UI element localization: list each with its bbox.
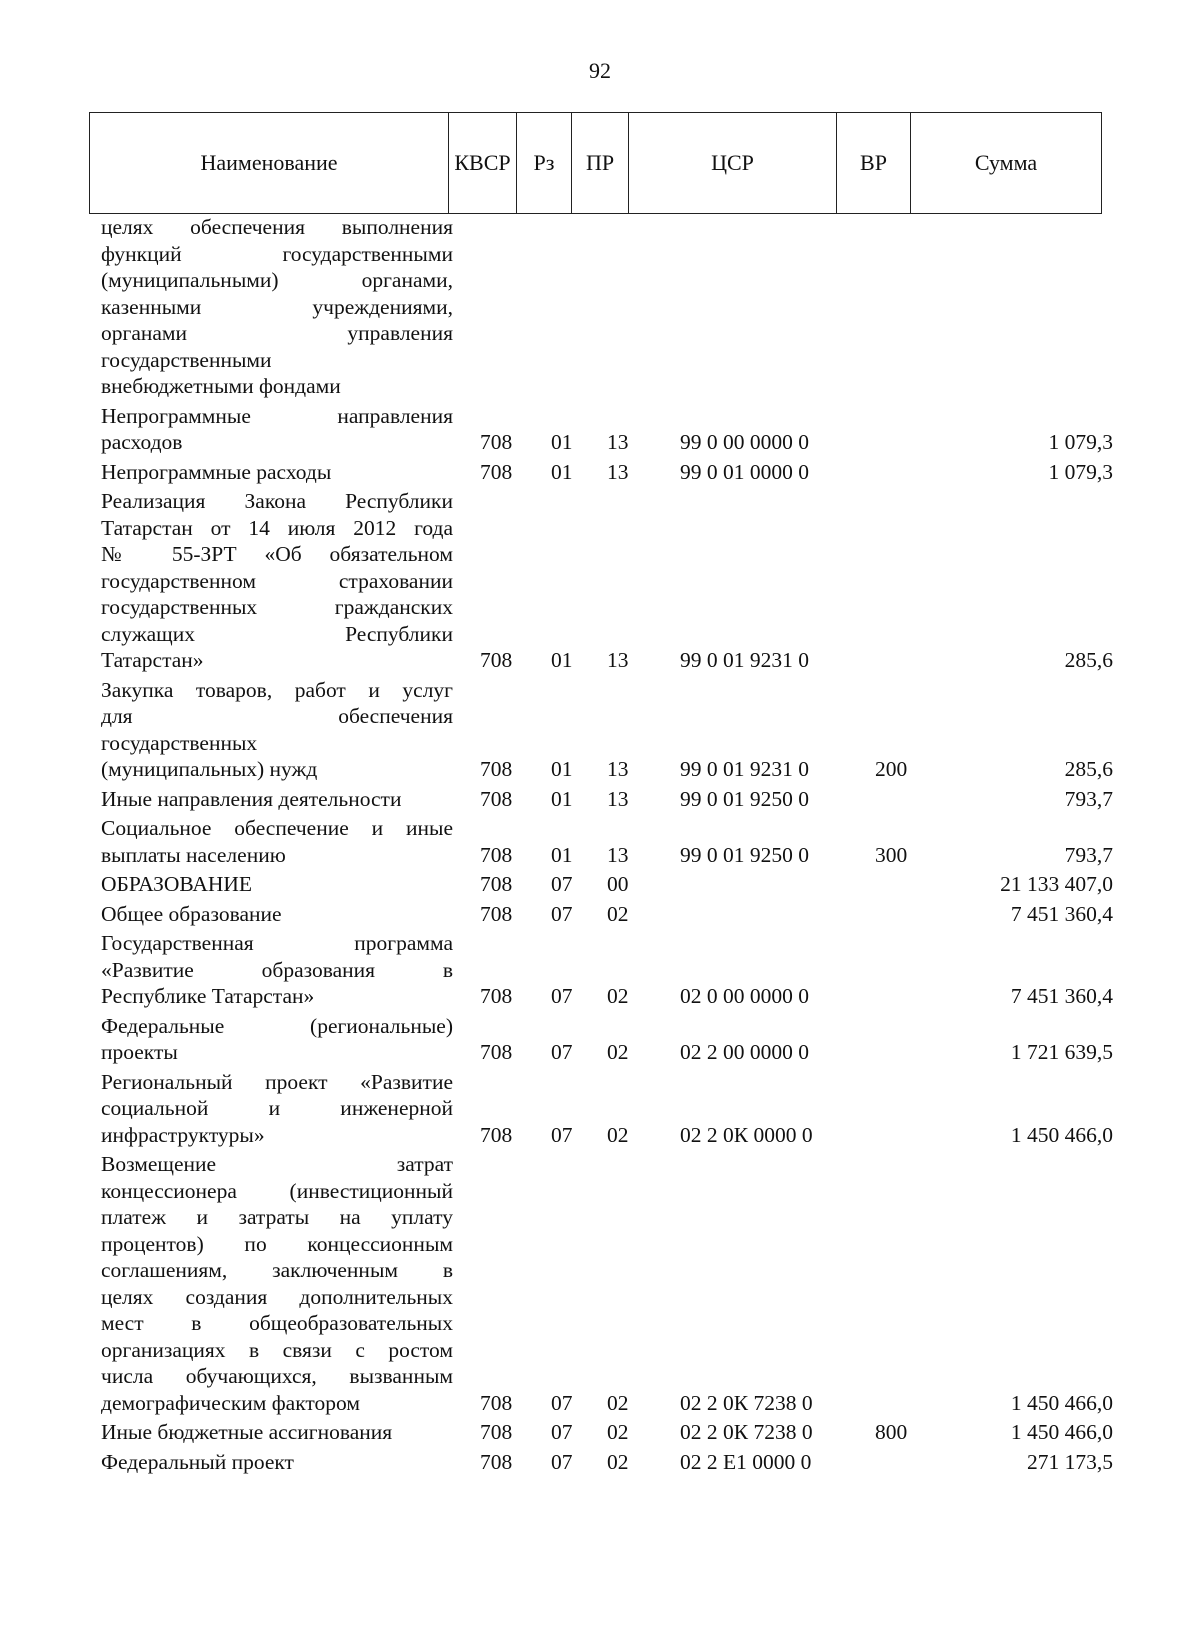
row-name xyxy=(101,815,453,868)
row-name-line: целях создания дополнительных xyxy=(101,1284,453,1309)
row-name-line: Федеральные (региональные) xyxy=(101,1013,453,1038)
cell-sum: 285,6 xyxy=(1064,648,1113,672)
row-name-line: целях обеспечения выполнения xyxy=(101,215,453,239)
cell-pr: 13 xyxy=(607,842,629,867)
row-name-line: инфраструктуры» xyxy=(101,1122,265,1147)
cell-kvsr: 708 xyxy=(480,842,513,867)
column-header-pr: ПР xyxy=(572,113,629,214)
table-header xyxy=(89,112,1102,214)
cell-kvsr: 708 xyxy=(480,1420,513,1444)
cell-rz: 07 xyxy=(551,901,573,926)
table-body xyxy=(0,214,1200,1478)
row-name-line: Непрограммные направления xyxy=(101,403,453,428)
row-name xyxy=(101,1151,453,1416)
cell-csr: 02 0 00 0000 0 xyxy=(680,984,809,1008)
row-name-line: Возмещение затрат xyxy=(101,1152,453,1176)
row-name-line: мест в общеобразовательных xyxy=(101,1311,453,1335)
row-name-line: соглашениям, заключенным в xyxy=(101,1258,453,1282)
cell-csr: 02 2 0К 0000 0 xyxy=(680,1122,813,1147)
cell-sum: 271 173,5 xyxy=(1027,1449,1113,1474)
row-name xyxy=(101,677,453,783)
row-name-line: Республике Татарстан» xyxy=(101,984,315,1008)
row-name-line: проекты xyxy=(101,1040,178,1064)
cell-rz: 07 xyxy=(551,1122,573,1147)
cell-rz: 07 xyxy=(551,984,573,1008)
row-name-line: внебюджетными фондами xyxy=(101,374,341,398)
cell-csr: 02 2 Е1 0000 0 xyxy=(680,1449,812,1474)
cell-rz: 01 xyxy=(551,459,573,484)
cell-rz: 01 xyxy=(551,786,573,811)
row-name xyxy=(101,459,453,486)
cell-sum: 285,6 xyxy=(1064,757,1113,781)
table-row xyxy=(0,677,1200,783)
row-name xyxy=(101,1069,453,1149)
row-name xyxy=(101,901,453,928)
row-name xyxy=(101,786,453,813)
table-row xyxy=(0,786,1200,813)
table-row xyxy=(0,901,1200,928)
cell-kvsr: 708 xyxy=(480,1040,513,1064)
row-name-line: платеж и затраты на уплату xyxy=(101,1205,453,1229)
cell-pr: 13 xyxy=(607,459,629,484)
cell-rz: 01 xyxy=(551,842,573,867)
cell-rz: 07 xyxy=(551,1420,573,1444)
column-header-kvsr: КВСР xyxy=(449,113,517,214)
table-row xyxy=(0,403,1200,456)
table-row xyxy=(0,1013,1200,1066)
table-row xyxy=(0,1419,1200,1446)
cell-pr: 13 xyxy=(607,648,629,672)
cell-sum: 7 451 360,4 xyxy=(1010,984,1113,1008)
row-name-line: Татарстан» xyxy=(101,648,204,672)
row-name-line: числа обучающихся, вызванным xyxy=(101,1364,453,1388)
cell-pr: 13 xyxy=(607,786,629,811)
row-name xyxy=(101,930,453,1010)
cell-sum: 1 079,3 xyxy=(1048,430,1113,454)
cell-csr: 02 2 0К 7238 0 xyxy=(680,1390,813,1415)
row-name-line: Федеральный проект xyxy=(101,1449,294,1474)
row-name xyxy=(101,1419,453,1446)
cell-kvsr: 708 xyxy=(480,872,513,896)
cell-kvsr: 708 xyxy=(480,459,513,484)
table-row xyxy=(0,930,1200,1010)
cell-vr: 800 xyxy=(875,1420,908,1444)
cell-rz: 07 xyxy=(551,872,573,896)
cell-sum: 793,7 xyxy=(1064,786,1113,811)
row-name-line: Иные бюджетные ассигнования xyxy=(101,1420,393,1444)
column-header-vr: ВР xyxy=(837,113,911,214)
row-name-line: для обеспечения xyxy=(101,704,453,728)
table-row xyxy=(0,1151,1200,1416)
page-number: 92 xyxy=(589,58,611,83)
cell-pr: 02 xyxy=(607,984,629,1008)
row-name-line: Непрограммные расходы xyxy=(101,459,332,484)
cell-pr: 02 xyxy=(607,1420,629,1444)
cell-sum: 21 133 407,0 xyxy=(1000,872,1113,896)
table-row xyxy=(0,815,1200,868)
row-name xyxy=(101,488,453,674)
cell-sum: 1 721 639,5 xyxy=(1010,1040,1113,1064)
cell-sum: 793,7 xyxy=(1064,842,1113,867)
cell-csr: 02 2 00 0000 0 xyxy=(680,1040,809,1064)
row-name-line: органами управления xyxy=(101,321,453,345)
cell-csr: 99 0 01 9250 0 xyxy=(680,786,809,811)
row-name-line: «Развитие образования в xyxy=(101,957,453,982)
row-name-line: Государственная программа xyxy=(101,931,453,955)
cell-pr: 02 xyxy=(607,1040,629,1064)
row-name-line: № 55-ЗРТ «Об обязательном xyxy=(101,542,453,566)
row-name xyxy=(101,871,453,898)
row-name-line: ОБРАЗОВАНИЕ xyxy=(101,872,253,896)
table-row xyxy=(0,488,1200,674)
cell-rz: 07 xyxy=(551,1449,573,1474)
cell-pr: 13 xyxy=(607,430,629,454)
table-row xyxy=(0,871,1200,898)
cell-kvsr: 708 xyxy=(480,757,513,781)
row-name-line: Общее образование xyxy=(101,901,282,926)
cell-kvsr: 708 xyxy=(480,1390,513,1415)
column-header-rz: Рз xyxy=(517,113,572,214)
row-name-line: функций государственными xyxy=(101,241,453,266)
row-name-line: социальной и инженерной xyxy=(101,1096,453,1120)
cell-vr: 200 xyxy=(875,757,908,781)
cell-pr: 02 xyxy=(607,1122,629,1147)
row-name-line: концессионера (инвестиционный xyxy=(101,1178,453,1203)
cell-csr: 99 0 01 0000 0 xyxy=(680,459,809,484)
cell-pr: 13 xyxy=(607,757,629,781)
row-name-line: Реализация Закона Республики xyxy=(101,489,453,513)
cell-rz: 01 xyxy=(551,757,573,781)
row-name-line: государственном страховании xyxy=(101,568,453,593)
row-name-line: Татарстан от 14 июля 2012 года xyxy=(101,515,453,540)
row-name-line: казенными учреждениями, xyxy=(101,294,453,319)
cell-rz: 07 xyxy=(551,1390,573,1415)
row-name xyxy=(101,403,453,456)
cell-sum: 1 450 466,0 xyxy=(1010,1390,1113,1415)
cell-pr: 02 xyxy=(607,901,629,926)
cell-kvsr: 708 xyxy=(480,1122,513,1147)
cell-kvsr: 708 xyxy=(480,1449,513,1474)
table-row xyxy=(0,214,1200,400)
cell-csr: 99 0 00 0000 0 xyxy=(680,430,809,454)
row-name-line: выплаты населению xyxy=(101,842,286,867)
cell-csr: 99 0 01 9250 0 xyxy=(680,842,809,867)
table-row xyxy=(0,1069,1200,1149)
cell-sum: 1 079,3 xyxy=(1048,459,1113,484)
cell-csr: 99 0 01 9231 0 xyxy=(680,757,809,781)
row-name xyxy=(101,1013,453,1066)
row-name xyxy=(101,1449,453,1476)
row-name-line: государственными xyxy=(101,347,272,372)
cell-csr: 02 2 0К 7238 0 xyxy=(680,1420,813,1444)
row-name-line: государственных гражданских xyxy=(101,595,453,619)
column-header-sum: Сумма xyxy=(911,113,1102,214)
cell-rz: 01 xyxy=(551,648,573,672)
row-name-line: (муниципальными) органами, xyxy=(101,268,453,292)
cell-rz: 07 xyxy=(551,1040,573,1064)
row-name-line: Социальное обеспечение и иные xyxy=(101,816,453,840)
cell-pr: 02 xyxy=(607,1390,629,1415)
table-row xyxy=(0,459,1200,486)
cell-kvsr: 708 xyxy=(480,901,513,926)
row-name-line: Иные направления деятельности xyxy=(101,786,402,811)
row-name-line: Закупка товаров, работ и услуг xyxy=(101,677,453,702)
row-name-line: государственных xyxy=(101,730,258,755)
column-header-name: Наименование xyxy=(90,113,449,214)
cell-pr: 02 xyxy=(607,1449,629,1474)
cell-sum: 1 450 466,0 xyxy=(1010,1122,1113,1147)
cell-pr: 00 xyxy=(607,872,629,896)
row-name-line: Региональный проект «Развитие xyxy=(101,1069,453,1094)
cell-kvsr: 708 xyxy=(480,984,513,1008)
cell-sum: 1 450 466,0 xyxy=(1010,1420,1113,1444)
cell-kvsr: 708 xyxy=(480,648,513,672)
row-name xyxy=(101,214,453,400)
row-name-line: демографическим фактором xyxy=(101,1390,360,1415)
cell-kvsr: 708 xyxy=(480,786,513,811)
row-name-line: процентов) по концессионным xyxy=(101,1231,453,1256)
cell-csr: 99 0 01 9231 0 xyxy=(680,648,809,672)
row-name-line: организациях в связи с ростом xyxy=(101,1337,453,1362)
row-name-line: расходов xyxy=(101,430,183,454)
cell-rz: 01 xyxy=(551,430,573,454)
cell-vr: 300 xyxy=(875,842,908,867)
row-name-line: служащих Республики xyxy=(101,621,453,646)
column-header-csr: ЦСР xyxy=(629,113,837,214)
row-name-line: (муниципальных) нужд xyxy=(101,757,318,781)
cell-sum: 7 451 360,4 xyxy=(1010,901,1113,926)
table-row xyxy=(0,1449,1200,1476)
cell-kvsr: 708 xyxy=(480,430,513,454)
